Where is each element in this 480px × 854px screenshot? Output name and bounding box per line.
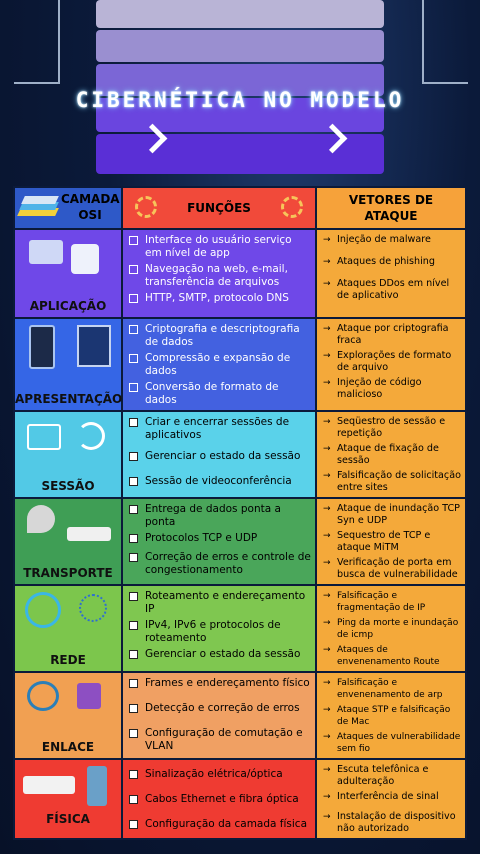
devices-icon [29,240,63,264]
layer-name-fisica: FÍSICA [46,812,90,826]
functions-enlace [122,672,316,759]
list-item: Cabos Ethernet e fibra óptica [129,793,311,806]
layer-name-sessao: SESSÃO [41,479,95,493]
functions-rede [122,585,316,672]
list-item: → Falsificação e envenenamento de arp [323,677,461,701]
list-item: → Interferência de sinal [323,791,461,803]
layer-rede [14,585,122,672]
list-item: Navegação na web, e-mail, transferência de arquivos [129,263,311,289]
list-item: → Ataques de phishing [323,256,461,268]
layer-name-apresentacao: APRESENTAÇÃO [15,392,123,406]
layer-name-aplicacao: APLICAÇÃO [29,299,107,313]
refresh-icon [77,422,105,450]
layer-name-enlace: ENLACE [41,740,95,754]
layers-icon [19,196,59,218]
functions-apresentacao [122,318,316,411]
star-network-icon [79,594,107,622]
attacks-apresentacao [316,318,466,411]
attacks-aplicacao [316,229,466,318]
attacks-enlace [316,672,466,759]
list-item: → Sequestro de TCP e ataque MiTM [323,530,461,554]
header-attacks [316,187,466,229]
list-item: → Ataques de vulnerabilidade sem fio [323,731,461,755]
list-item: → Verificação de porta em busca de vulnerabilidade [323,557,461,581]
list-item: → Seqüestro de sessão e repetição [323,416,461,440]
functions-transporte [122,498,316,585]
layer-fisica [14,759,122,839]
gears-icon-right [281,196,303,218]
frame-right [422,0,468,84]
list-item: → Ataques DDos em nível de aplicativo [323,278,461,302]
functions-sessao [122,411,316,498]
list-item: Gerenciar o estado da sessão [129,450,311,463]
list-item: → Escuta telefônica e adulteração [323,764,461,788]
list-item: → Ataques de envenenamento Route [323,644,461,668]
osi-table [13,186,467,840]
router-icon [67,527,111,541]
list-item: HTTP, SMTP, protocolo DNS [129,292,311,305]
list-item: → Ping da morte e inundação de icmp [323,617,461,641]
layer-name-rede: REDE [50,653,86,667]
list-item: Sinalização elétrica/óptica [129,768,311,781]
list-item: Criar e encerrar sessões de aplicativos [129,416,311,442]
layer-apresentacao [14,318,122,411]
page-title: CIBERNÉTICA NO MODELO [75,88,405,112]
list-item: Roteamento e endereçamento IP [129,590,311,616]
functions-fisica [122,759,316,839]
list-item: → Instalação de dispositivo não autorizado [323,811,461,835]
list-item: → Ataque STP e falsificação de Mac [323,704,461,728]
phone-icon [29,325,55,369]
attacks-sessao [316,411,466,498]
header-attacks-label: VETORES DE ATAQUE [348,193,434,223]
attacks-transporte [316,498,466,585]
list-item: → Ataque de fixação de sessão [323,443,461,467]
list-item: Sessão de videoconferência [129,475,311,488]
header-layer-label: CAMADA OSI [61,192,120,222]
cable-icon [27,681,59,711]
layer-aplicacao [14,229,122,318]
apps-icon [71,244,99,274]
switch-icon [23,776,75,794]
list-item: Frames e endereçamento físico [129,677,311,690]
list-item: → Falsificação e fragmentação de IP [323,590,461,614]
network-icon [27,424,61,450]
header-functions-label: FUNÇÕES [187,201,251,215]
list-item: → Explorações de formato de arquivo [323,350,461,374]
document-lock-icon [77,325,111,367]
list-item: Configuração da camada física [129,818,311,831]
list-item: Interface do usuário serviço em nível de app [129,234,311,260]
list-item: Conversão de formato de dados [129,381,311,407]
list-item: Protocolos TCP e UDP [129,532,311,545]
layer-transporte [14,498,122,585]
list-item: Detecção e correção de erros [129,702,311,715]
layer-enlace [14,672,122,759]
header-layer [14,187,122,229]
ring-network-icon [25,592,61,628]
list-item: Compressão e expansão de dados [129,352,311,378]
frame-left [14,0,60,84]
list-item: Criptografia e descriptografia de dados [129,323,311,349]
gears-icon-left [135,196,157,218]
functions-aplicacao [122,229,316,318]
layer-name-transporte: TRANSPORTE [23,566,113,580]
list-item: Entrega de dados ponta a ponta [129,503,311,529]
header-functions [122,187,316,229]
list-item: → Ataque de inundação TCP Syn e UDP [323,503,461,527]
connector-icon [77,683,101,709]
list-item: → Falsificação de solicitação entre sites [323,470,461,494]
list-item: Configuração de comutação e VLAN [129,727,311,753]
list-item: → Injeção de código malicioso [323,377,461,401]
ethernet-plug-icon [87,766,107,806]
list-item: → Ataque por criptografia fraca [323,323,461,347]
layer-sessao [14,411,122,498]
list-item: IPv4, IPv6 e protocolos de roteamento [129,619,311,645]
satellite-dish-icon [27,505,55,533]
list-item: Correção de erros e controle de congestionamento [129,551,311,577]
attacks-rede [316,585,466,672]
list-item: Gerenciar o estado da sessão [129,648,311,661]
list-item: → Injeção de malware [323,234,461,246]
attacks-fisica [316,759,466,839]
